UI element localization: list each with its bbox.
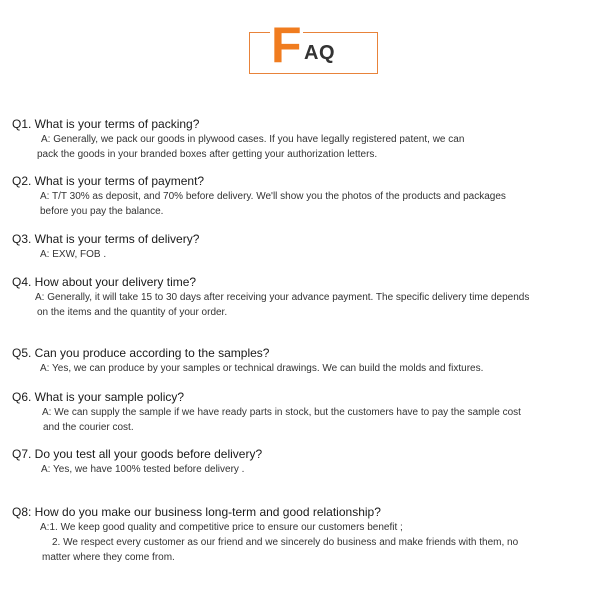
faq-logo-text: AQ bbox=[304, 42, 335, 64]
faq-answer-line: A: Generally, we pack our goods in plywood cases. If you have legally registered patent, we can bbox=[41, 134, 465, 145]
faq-answer-line: A: Yes, we can produce by your samples or technical drawings. We can build the molds and fixtures. bbox=[40, 363, 484, 374]
faq-item-7 bbox=[12, 447, 596, 477]
faq-answer-line: A: EXW, FOB . bbox=[40, 249, 107, 260]
faq-logo bbox=[249, 17, 378, 74]
faq-answer-line: A: Generally, it will take 15 to 30 days after receiving your advance payment. The specific delivery time depends bbox=[35, 292, 530, 303]
faq-answer-line: A:1. We keep good quality and competitive price to ensure our customers benefit ; bbox=[40, 522, 403, 533]
faq-question: Q4. How about your delivery time? bbox=[12, 275, 197, 289]
faq-answer-line: pack the goods in your branded boxes after getting your authorization letters. bbox=[37, 149, 378, 160]
faq-answer-line: matter where they come from. bbox=[42, 552, 175, 563]
faq-item-4 bbox=[12, 275, 596, 320]
faq-question: Q5. Can you produce according to the samples? bbox=[12, 346, 270, 360]
faq-answer-line: before you pay the balance. bbox=[40, 206, 164, 217]
faq-answer-line: A: Yes, we have 100% tested before delivery . bbox=[41, 464, 245, 475]
faq-question: Q3. What is your terms of delivery? bbox=[12, 232, 200, 246]
faq-item-5 bbox=[12, 346, 596, 376]
faq-question: Q8: How do you make our business long-term and good relationship? bbox=[12, 505, 381, 519]
faq-item-1 bbox=[12, 117, 596, 162]
faq-question: Q6. What is your sample policy? bbox=[12, 390, 185, 404]
faq-logo-letter: F bbox=[271, 17, 302, 73]
faq-answer-line: and the courier cost. bbox=[43, 422, 134, 433]
faq-item-8 bbox=[12, 505, 596, 565]
faq-question: Q7. Do you test all your goods before delivery? bbox=[12, 447, 263, 461]
faq-item-3 bbox=[12, 232, 596, 262]
faq-answer-line: A: T/T 30% as deposit, and 70% before delivery. We'll show you the photos of the products and packages bbox=[40, 191, 506, 202]
faq-answer-line: A: We can supply the sample if we have ready parts in stock, but the customers have to pay the sample cost bbox=[42, 407, 521, 418]
faq-answer-line: on the items and the quantity of your order. bbox=[37, 307, 228, 318]
faq-item-2 bbox=[12, 174, 596, 219]
faq-question: Q2. What is your terms of payment? bbox=[12, 174, 205, 188]
faq-question: Q1. What is your terms of packing? bbox=[12, 117, 200, 131]
faq-answer-line: 2. We respect every customer as our friend and we sincerely do business and make friends with them, no bbox=[52, 537, 519, 548]
faq-item-6 bbox=[12, 390, 596, 435]
